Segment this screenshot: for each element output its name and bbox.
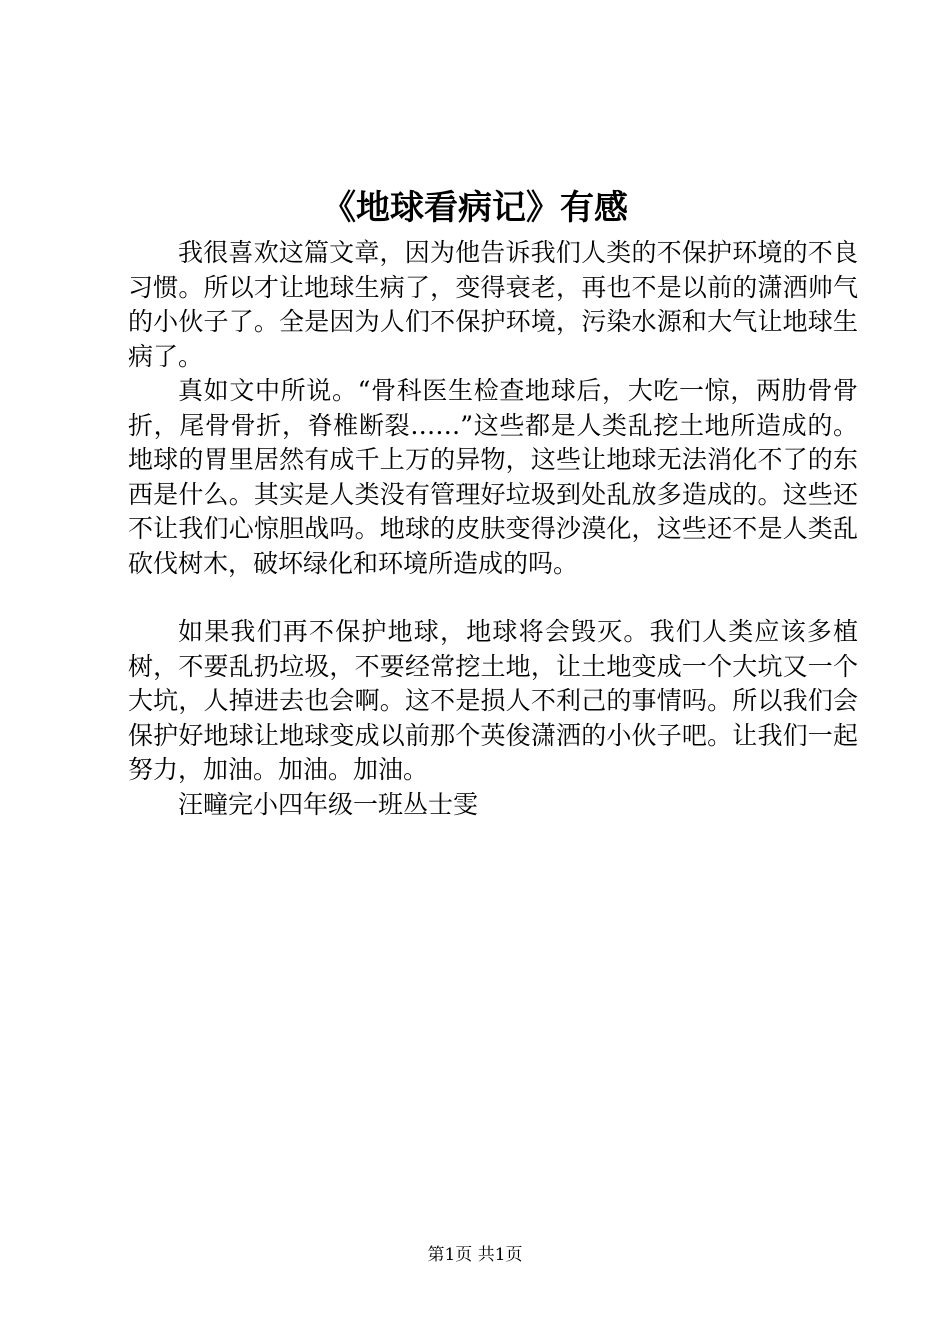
article-body <box>128 236 858 822</box>
page-number-footer: 第1页 共1页 <box>427 1245 523 1265</box>
paragraph-3: 如果我们再不保护地球，地球将会毁灭。我们人类应该多植树，不要乱扔垃圾，不要经常挖土地，让土地变成一个大坑又一个大坑，人掉进去也会啊。这不是损人不利己的事情吗。所以我们会保护好地球让地球变成以前那个英俊潇洒的小伙子吧。让我们一起努力，加油。加油。加油。 <box>128 617 858 784</box>
paragraph-2: 真如文中所说。“骨科医生检查地球后，大吃一惊，两肋骨骨折，尾骨骨折，脊椎断裂……”这些都是人类乱挖土地所造成的。地球的胃里居然有成千上万的异物，这些让地球无法消化不了的东西是什么。其实是人类没有管理好垃圾到处乱放多造成的。这些还不让我们心惊胆战吗。地球的皮肤变得沙漠化，这些还不是人类乱砍伐树木，破坏绿化和环境所造成的吗。 <box>128 376 858 578</box>
author-signature: 汪疃完小四年级一班丛士雯 <box>178 789 479 819</box>
paragraph-1: 我很喜欢这篇文章，因为他告诉我们人类的不保护环境的不良习惯。所以才让地球生病了，变得衰老，再也不是以前的潇洒帅气的小伙子了。全是因为人们不保护环境，污染水源和大气让地球生病了。 <box>128 238 858 371</box>
page-title: 《地球看病记》有感 <box>322 188 628 228</box>
